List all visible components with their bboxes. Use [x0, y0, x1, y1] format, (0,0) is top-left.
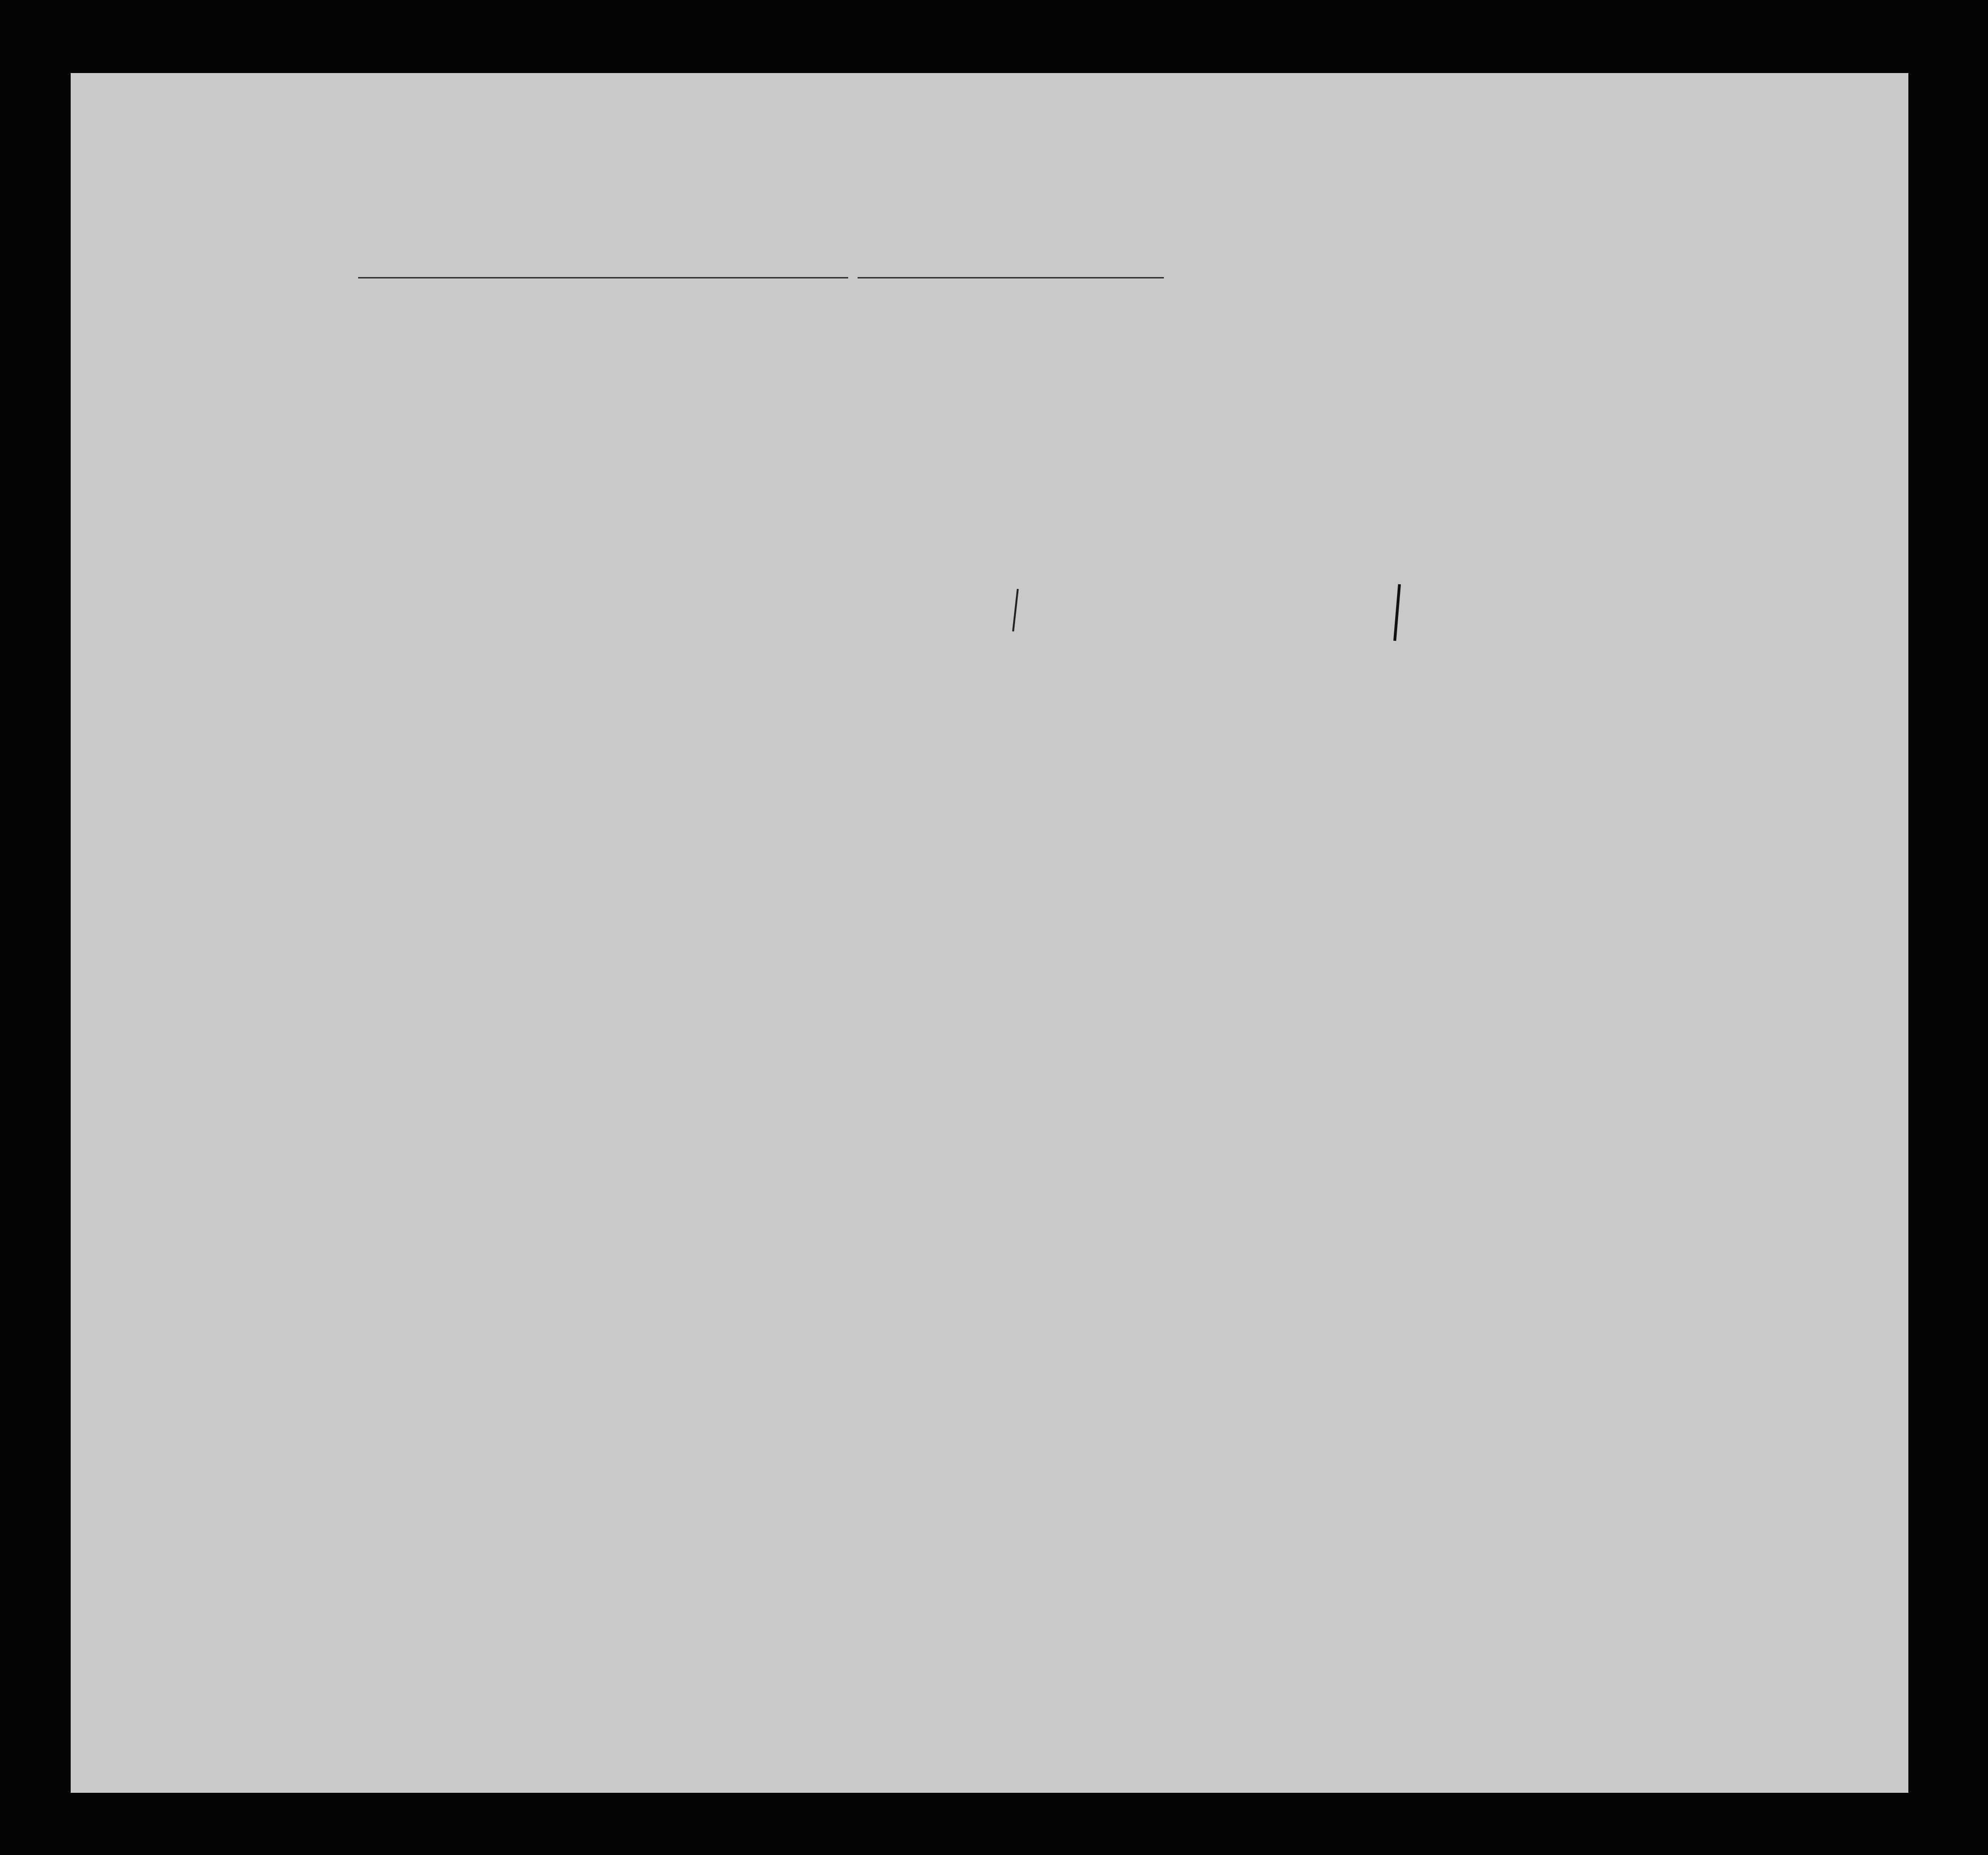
annotation-pen-stroke [1381, 580, 1418, 646]
annotation-pen-mark [1004, 584, 1032, 641]
